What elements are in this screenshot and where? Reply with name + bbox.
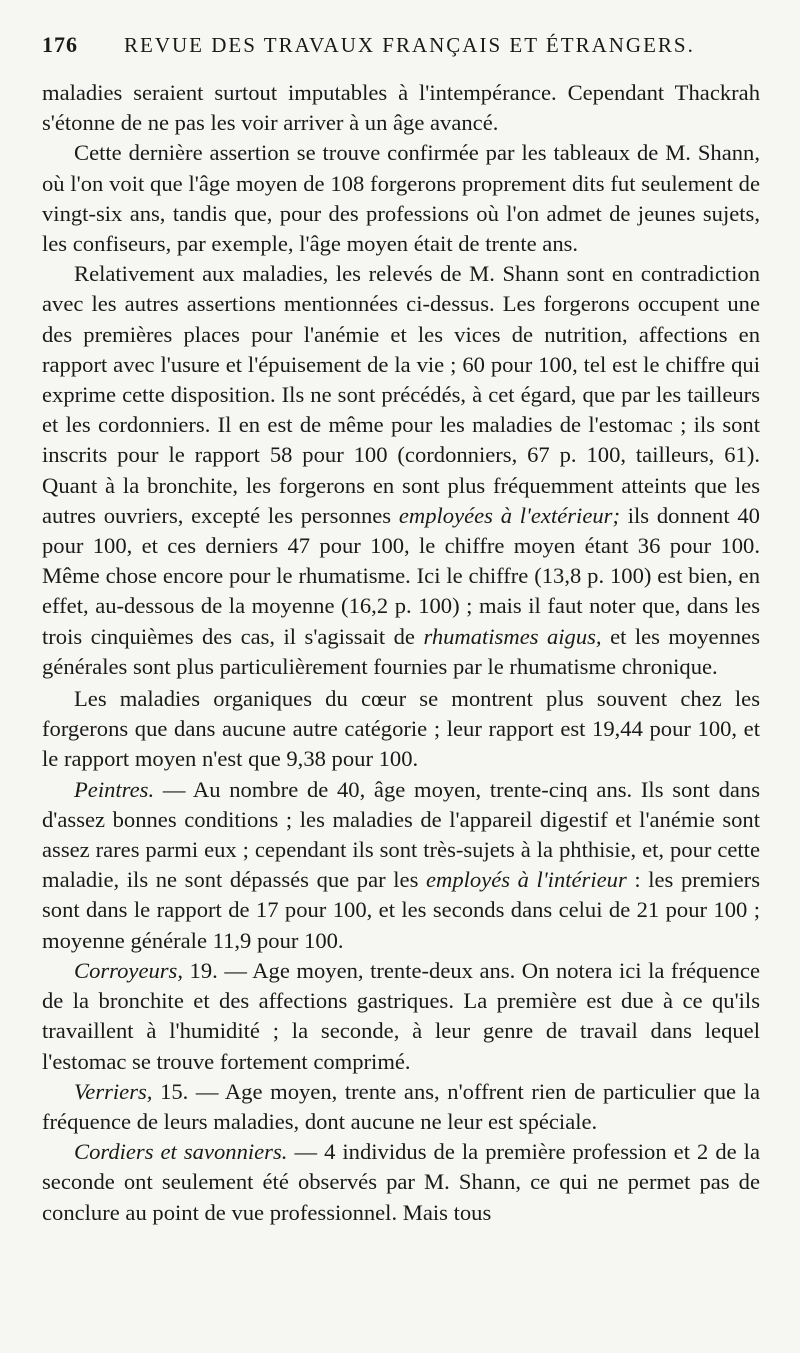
section-label: Peintres. [74,776,155,802]
italic-phrase: employés à l'intérieur [425,867,627,893]
paragraph-age [42,138,760,259]
paragraph-corroyeurs [42,956,760,1077]
paragraph-text: 19. — Age moyen, trente-deux ans. On notera ici la fréquence de la bronchite et des affections gastriques. La première est due à ce qu'ils travaillent à l'humidité ; la seconde, à leur genre de travail dans lequel l'estomac se trouve fortement comprimé. [42,957,760,1074]
paragraph-text: : les premiers sont dans le rapport de 17 pour 100, et les seconds dans celui de 21 pour 100 ; moyenne générale 11,9 pour 100. [42,867,760,953]
section-label: Corroyeurs, [74,957,183,983]
paragraph-text: Les maladies organiques du cœur se montrent plus souvent chez les forgerons que dans aucune autre catégorie ; leur rapport est 19,44 pour 100, et le rapport moyen n'est que 9,38 pour 100. [42,686,760,772]
italic-phrase: employées à l'extérieur; [398,502,620,528]
paragraph-peintres [42,775,760,956]
paragraph-coeur [42,684,760,775]
paragraph-cordiers [42,1137,760,1228]
section-label: Cordiers et savonniers. [74,1139,288,1165]
paragraph-text: maladies seraient surtout imputables à l'intempérance. Cependant Thackrah s'étonne de ne pas les voir arriver à un âge avancé. [42,80,760,136]
paragraph-text: — Au nombre de 40, âge moyen, trente-cinq ans. Ils sont dans d'assez bonnes conditions ; les maladies de l'appareil digestif et l'anémie sont assez rares parmi eux ; cependant ils sont très-sujets à la phthisie, et, pour cette maladie, ils ne sont dépassés que par les [42,776,760,893]
section-label: Verriers, [74,1078,153,1104]
paragraph-continuation [42,78,760,138]
paragraph-text: — 4 individus de la première profession et 2 de la seconde ont seulement été observés par M. Shann, ce qui ne permet pas de conclure au point de vue professionnel. Mais tous [42,1139,760,1225]
paragraph-verriers [42,1077,760,1137]
paragraph-text: ils donnent 40 pour 100, et ces derniers 47 pour 100, le chiffre moyen étant 36 pour 100. Même chose encore pour le rhumatisme. Ici le chiffre (13,8 p. 100) est bien, en effet, au-dessous de la moyenne (16,2 p. 100) ; mais il faut noter que, dans les trois cinquièmes des cas, il s'agissait de [42,502,760,649]
running-head [42,32,760,78]
paragraph-text: et les moyennes générales sont plus particulièrement fournies par le rhumatisme chronique. [42,623,760,679]
italic-phrase: rhumatismes aigus, [423,623,602,649]
body-text [42,78,760,1228]
paragraph-text: Relativement aux maladies, les relevés de M. Shann sont en contradiction avec les autres assertions mentionnées ci-dessus. Les forgerons occupent une des premières places pour l'anémie et les vices de nutrition, affections en rapport avec l'usure et l'épuisement de la vie ; 60 pour 100, tel est le chiffre qui exprime cette disposition. Ils ne sont précédés, à cet égard, que par les tailleurs et les cordonniers. Il en est de même pour les maladies de l'estomac ; ils sont inscrits pour le rapport 58 pour 100 (cordonniers, 67 p. 100, tailleurs, 61). Quant à la bronchite, les forgerons en sont plus fréquemment atteints que les autres ouvriers, excepté les personnes [42,261,760,528]
paragraph-text: 15. — Age moyen, trente ans, n'offrent rien de particulier que la fréquence de leurs maladies, dont aucune ne leur est spéciale. [42,1078,760,1134]
paragraph-maladies [42,259,760,682]
paragraph-text: Cette dernière assertion se trouve confirmée par les tableaux de M. Shann, où l'on voit que l'âge moyen de 108 forgerons proprement dits fut seulement de vingt-six ans, tandis que, pour des professions où l'on admet de jeunes sujets, les confiseurs, par exemple, l'âge moyen était de trente ans. [42,140,760,257]
page-number: 176 [42,32,78,57]
journal-title: REVUE DES TRAVAUX FRANÇAIS ET ÉTRANGERS. [124,33,695,57]
